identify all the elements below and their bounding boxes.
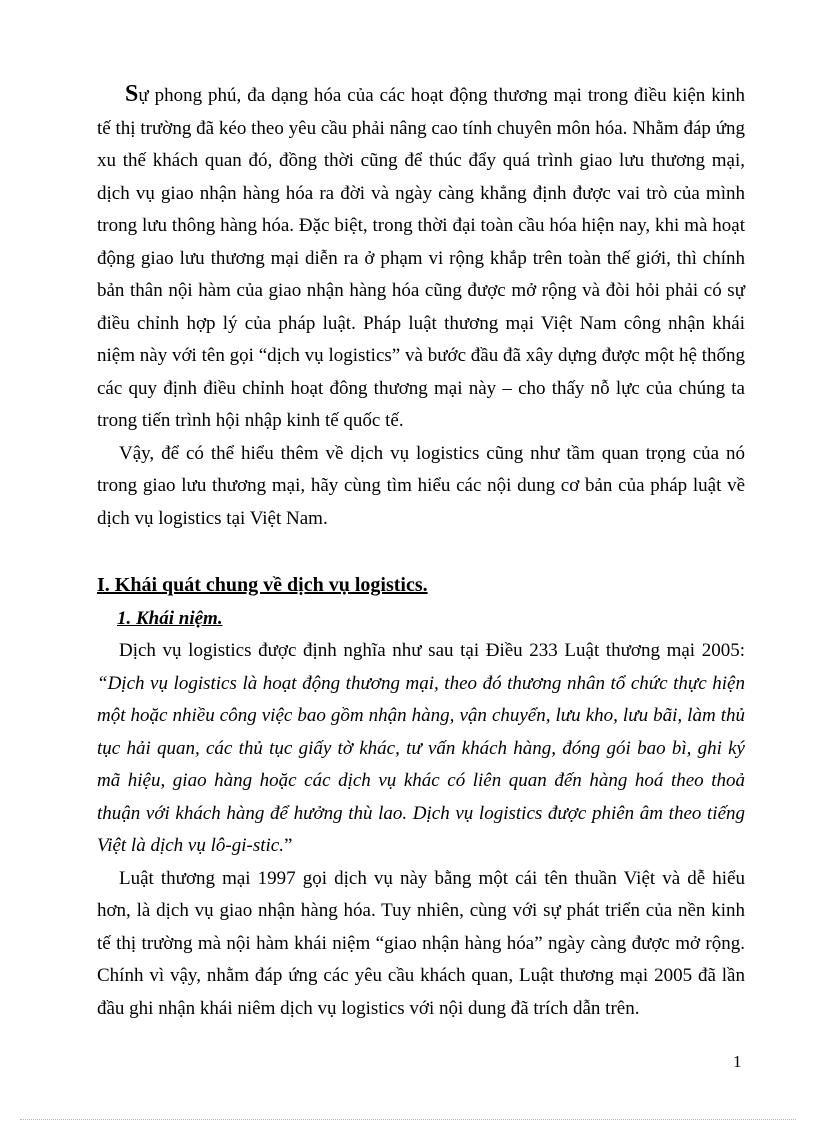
sub-heading: 1. Khái niệm. <box>117 608 223 629</box>
intro-paragraph-1-text: ự phong phú, đa dạng hóa của các hoạt động thương mại trong điều kiện kinh tế thị trường đã kéo theo yêu cầu phải nâng cao tính chuyên môn hóa. Nhằm đáp ứng xu thế khách quan đó, đồng thời cũng để thúc đẩy quá trình giao lưu thương mại, dịch vụ giao nhận hàng hóa ra đời và ngày càng khẳng định được vai trò của mình trong lưu thông hàng hóa. Đặc biệt, trong thời đại toàn cầu hóa hiện nay, khi mà hoạt động giao lưu thương mại diễn ra ở phạm vi rộng khắp trên toàn thế giới, thì chính bản thân nội hàm của giao nhận hàng hóa cũng được mở rộng và đòi hỏi phải có sự điều chỉnh hợp lý của pháp luật. Pháp luật thương mại Việt Nam công nhận khái niệm này với tên gọi “dịch vụ logistics” và bước đầu đã xây dựng được một hệ thống các quy định điều chỉnh hoạt đông thương mại này – cho thấy nỗ lực của chúng ta trong tiến trình hội nhập kinh tế quốc tế. <box>97 85 745 431</box>
definition-paragraph <box>97 635 745 863</box>
section-heading: I. Khái quát chung về dịch vụ logistics. <box>97 574 428 596</box>
intro-paragraph-1 <box>97 78 745 438</box>
definition-lead: Dịch vụ logistics được định nghĩa như sau tại Điều 233 Luật thương mại 2005: <box>119 640 745 661</box>
definition-close-quote: ” <box>283 835 293 856</box>
document-body <box>97 78 745 1025</box>
history-paragraph: Luật thương mại 1997 gọi dịch vụ này bằng một cái tên thuần Việt và dễ hiểu hơn, là dịch vụ giao nhận hàng hóa. Tuy nhiên, cùng với sự phát triển của nền kinh tế thị trường mà nội hàm khái niệm “giao nhận hàng hóa” ngày càng được mở rộng. Chính vì vậy, nhằm đáp ứng các yêu cầu khách quan, Luật thương mại 2005 đã lần đầu ghi nhận khái niêm dịch vụ logistics với nội dung đã trích dẫn trên. <box>97 867 745 1019</box>
intro-paragraph-2: Vậy, để có thể hiểu thêm về dịch vụ logistics cũng như tầm quan trọng của nó trong giao lưu thương mại, hãy cùng tìm hiểu các nội dung cơ bản của pháp luật về dịch vụ logistics tại Việt Nam. <box>97 442 745 529</box>
definition-quote: “Dịch vụ logistics là hoạt động thương mại, theo đó thương nhân tổ chức thực hiện một hoặc nhiều công việc bao gồm nhận hàng, vận chuyển, lưu kho, lưu bãi, làm thủ tục hải quan, các thủ tục giấy tờ khác, tư vấn khách hàng, đóng gói bao bì, ghi ký mã hiệu, giao hàng hoặc các dịch vụ khác có liên quan đến hàng hoá theo thoả thuận với khách hàng để hưởng thù lao. Dịch vụ logistics được phiên âm theo tiếng Việt là dịch vụ lô-gi-stic. <box>97 672 745 856</box>
footer-divider <box>20 1119 796 1120</box>
drop-cap: S <box>125 81 139 107</box>
page-number: 1 <box>733 1052 742 1071</box>
